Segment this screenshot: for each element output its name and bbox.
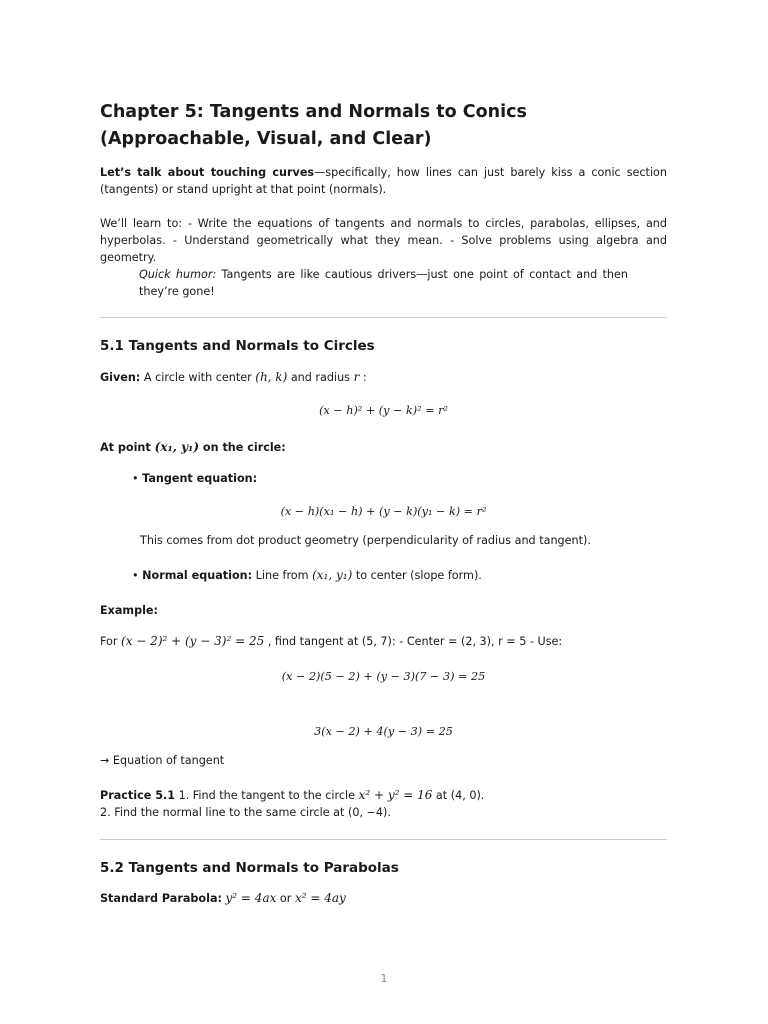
section-heading-parabolas: 5.2 Tangents and Normals to Parabolas xyxy=(100,860,399,876)
example-equation-2: 3(x − 2) + 4(y − 3) = 25 xyxy=(314,725,453,738)
at-point-text: At point xyxy=(100,441,155,454)
example-label xyxy=(100,602,667,619)
section-divider xyxy=(100,317,667,318)
humor-text: Tangents are like cautious drivers—just one point of contact and then they’re gone! xyxy=(139,268,628,298)
normal-bullet xyxy=(100,567,699,584)
arrow-line: → Equation of tangent xyxy=(100,754,225,767)
practice-text-2: at (4, 0). xyxy=(432,789,485,802)
section-divider xyxy=(100,839,667,840)
example-text-2: , find tangent at (5, 7): - Center = (2, 3), r = 5 - Use: xyxy=(264,635,563,648)
intro-lead-text: —specifically, how lines can just barely kiss a conic section (tangents) or stand upright at that point (normals). xyxy=(100,166,667,196)
humor-quote xyxy=(100,266,628,300)
given-text-2: and radius xyxy=(287,371,354,384)
at-point-text-2: on the circle: xyxy=(199,441,286,454)
normal-text: Line from xyxy=(252,569,313,582)
given-label: Given: xyxy=(100,371,141,384)
at-point-line xyxy=(100,439,667,456)
tangent-equation: (x − h)(x₁ − h) + (y − k)(y₁ − k) = r² xyxy=(280,505,487,518)
center-math: (h, k) xyxy=(255,370,288,384)
or-text: or xyxy=(276,892,295,905)
tangent-note: This comes from dot product geometry (perpendicularity of radius and tangent). xyxy=(140,534,591,547)
humor-label: Quick humor: xyxy=(139,268,217,281)
bullet-mark: • xyxy=(132,472,143,485)
point-math: (x₁, y₁) xyxy=(154,440,199,454)
standard-parabola-label: Standard Parabola: xyxy=(100,892,222,905)
practice-text: 1. Find the tangent to the circle xyxy=(175,789,359,802)
practice-line-1 xyxy=(100,787,667,804)
example-equation-1: (x − 2)(5 − 2) + (y − 3)(7 − 3) = 25 xyxy=(281,670,486,683)
practice-label: Practice 5.1 xyxy=(100,789,176,802)
practice-math: x² + y² = 16 xyxy=(358,788,433,802)
page-number: 1 xyxy=(380,973,388,985)
normal-text-2: to center (slope form). xyxy=(352,569,482,582)
given-line xyxy=(100,369,667,386)
parabola-math-2: x² = 4ay xyxy=(294,891,346,905)
normal-label: Normal equation: xyxy=(142,569,253,582)
circle-equation: (x − h)² + (y − k)² = r² xyxy=(319,404,448,417)
chapter-title: Chapter 5: Tangents and Normals to Conics (Approachable, Visual, and Clear) xyxy=(100,102,527,149)
given-text: A circle with center xyxy=(140,371,256,384)
intro-lead-bold: Let’s talk about touching curves xyxy=(100,166,315,179)
standard-parabola-line xyxy=(100,890,667,907)
normal-math: (x₁, y₁) xyxy=(312,568,353,582)
bullet-mark: • xyxy=(132,569,143,582)
example-label-text: Example: xyxy=(100,604,158,617)
learn-paragraph: We’ll learn to: - Write the equations of tangents and normals to circles, parabolas, ellipses, and hyperbolas. - Understand geometrically what they mean. - Solve problems using algebra and geometry. xyxy=(100,217,667,264)
intro-paragraph xyxy=(100,164,667,198)
tangent-label: Tangent equation: xyxy=(142,472,258,485)
given-text-3: : xyxy=(359,371,367,384)
radius-math: r xyxy=(353,370,360,384)
section-heading-circles: 5.1 Tangents and Normals to Circles xyxy=(100,338,375,354)
example-line xyxy=(100,633,667,650)
tangent-bullet xyxy=(100,470,699,487)
example-text: For xyxy=(100,635,122,648)
parabola-math-1: y² = 4ax xyxy=(225,891,277,905)
practice-line-2: 2. Find the normal line to the same circle at (0, −4). xyxy=(100,806,391,819)
example-math: (x − 2)² + (y − 3)² = 25 xyxy=(121,634,265,648)
